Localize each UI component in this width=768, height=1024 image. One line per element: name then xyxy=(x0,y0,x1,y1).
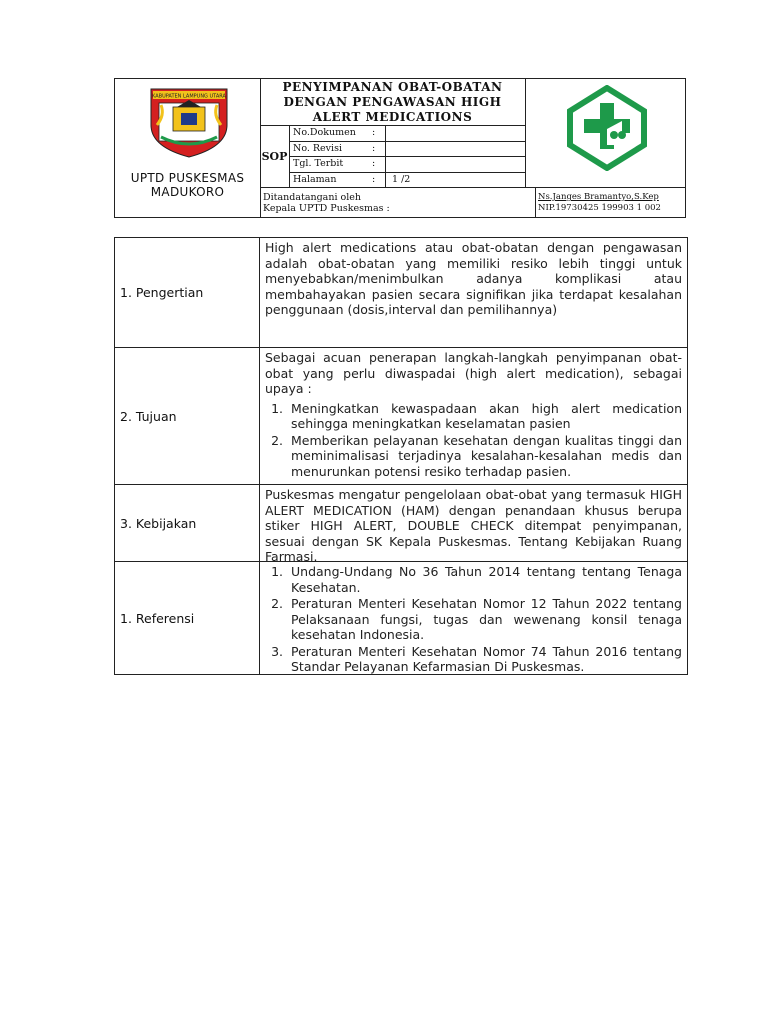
org-cell xyxy=(115,79,261,217)
meta-row-document-number: No.Dokumen : xyxy=(290,126,525,142)
document-meta-table xyxy=(290,125,525,188)
list-item: 2. Memberikan pelayanan kesehatan dengan kualitas tinggi dan meminimalisasi terjadinya kesalahan-kesalahan medis dan menurunkan potensi resiko terhadap pasien. xyxy=(287,433,682,480)
list-item: 3. Peraturan Menteri Kesehatan Nomor 74 Tahun 2016 tentang Standar Pelayanan Kefarmasian Di Puskesmas. xyxy=(287,644,682,675)
section-label: 1. Referensi xyxy=(115,562,260,674)
organization-name: UPTD PUSKESMAS MADUKORO xyxy=(130,171,245,199)
list-item: 2. Peraturan Menteri Kesehatan Nomor 12 Tahun 2022 tentang Pelaksanaan fungsi, tugas dan wewenang konsil tenaga kesehatan Indonesia. xyxy=(287,596,682,643)
document-title: PENYIMPANAN OBAT-OBATAN DENGAN PENGAWASAN HIGH ALERT MEDICATIONS xyxy=(282,80,503,124)
section-text: Sebagai acuan penerapan langkah-langkah penyimpanan obat-obat yang perlu diwaspadai (high alert medication), sebagai upaya : xyxy=(265,350,682,396)
puskesmas-logo-icon xyxy=(564,85,650,171)
signature-row xyxy=(260,187,685,218)
section-text: High alert medications atau obat-obatan dengan pengawasan adalah obat-obatan yang memiliki resiko lebih tinggi untuk menyebabkan/menimbulkan adanya komplikasi atau membahayakan pasien secara signifikan jika terdapat kesalahan penggunaan (dosis,interval dan pemilihannya) xyxy=(265,240,682,317)
list-item: 1. Undang-Undang No 36 Tahun 2014 tentang tentang Tenaga Kesehatan. xyxy=(287,564,682,595)
section-label: 1. Pengertian xyxy=(115,238,260,347)
meta-row-page: Halaman : 1 /2 xyxy=(290,173,525,189)
section-label: 2. Tujuan xyxy=(115,348,260,484)
section-label: 3. Kebijakan xyxy=(115,485,260,561)
section-text: Puskesmas mengatur pengelolaan obat-obat yang termasuk HIGH ALERT MEDICATION (HAM) dengan penandaan khusus berupa stiker HIGH ALERT, DOUBLE CHECK ditempat penyimpanan, sesuai dengan SK Kepala Puskesmas. Tentang Kebijakan Ruang Farmasi. xyxy=(265,487,682,564)
list-item: 1. Meningkatkan kewaspadaan akan high alert medication sehingga meningkatkan keselamatan pasien xyxy=(287,401,682,432)
sop-content-table xyxy=(114,237,688,675)
signer-name: Ns.Janges Bramantyo,S.Kep xyxy=(538,192,659,202)
section-row-tujuan xyxy=(115,348,687,485)
section-list xyxy=(265,564,682,675)
section-content xyxy=(260,562,687,678)
regency-emblem-text: KABUPATEN LAMPUNG UTARA xyxy=(152,93,226,100)
regency-emblem-icon xyxy=(147,85,231,159)
section-row-pengertian xyxy=(115,238,687,348)
section-row-referensi xyxy=(115,562,687,674)
meta-row-revision: No. Revisi : xyxy=(290,142,525,158)
signer-nip: NIP.19730425 199903 1 002 xyxy=(538,203,661,213)
section-list xyxy=(265,401,682,480)
meta-row-issue-date: Tgl. Terbit : xyxy=(290,157,525,173)
section-row-kebijakan xyxy=(115,485,687,562)
signed-by-label: Ditandatangani oleh Kepala UPTD Puskesmas : xyxy=(263,192,390,214)
sop-label: SOP xyxy=(260,125,290,187)
puskesmas-logo-cell xyxy=(525,79,686,187)
section-content xyxy=(260,348,687,482)
sop-header-table xyxy=(114,78,686,218)
signer-block xyxy=(535,188,685,218)
